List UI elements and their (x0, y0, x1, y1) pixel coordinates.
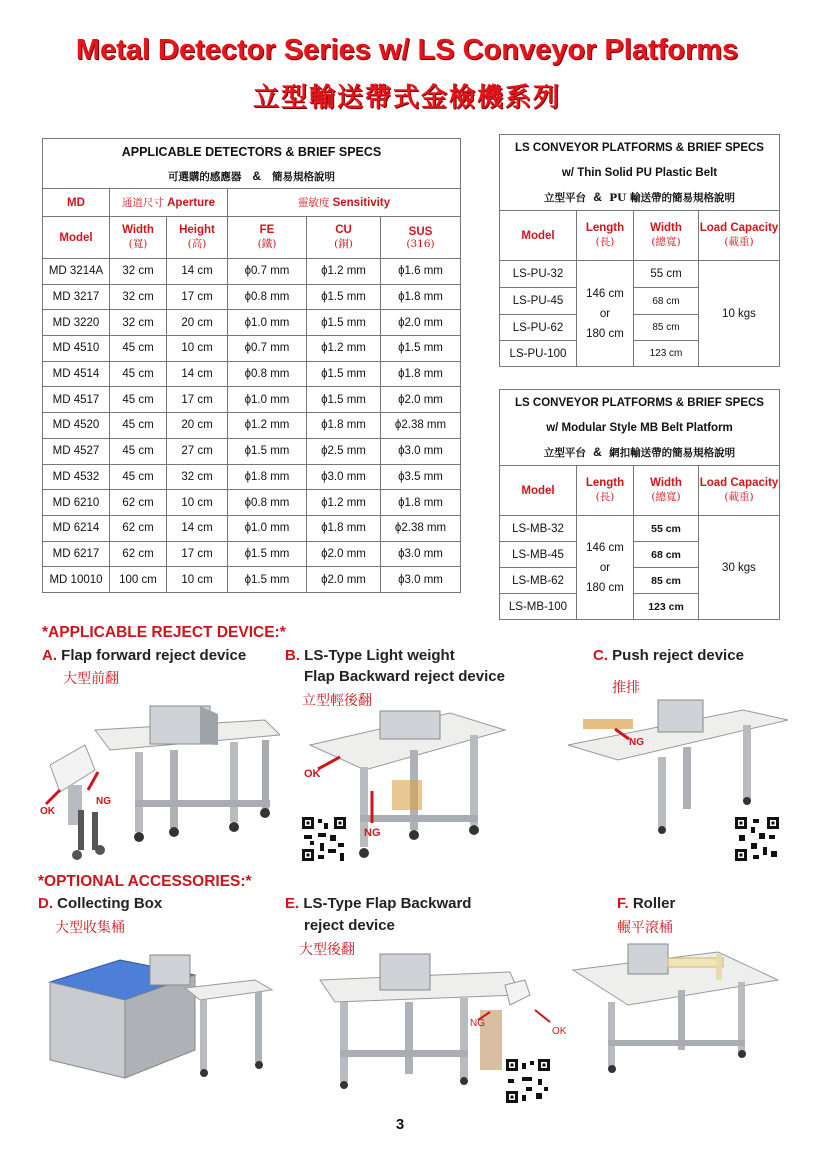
sens-fe: ϕ1.0 mm (228, 387, 307, 413)
aperture-height: 32 cm (167, 464, 228, 490)
mb-heading2: w/ Modular Style MB Belt Platform (500, 416, 780, 441)
col-fe: FE (鐵) (228, 217, 307, 259)
sens-sus: ϕ3.0 mm (381, 567, 461, 593)
pu-width: 123 cm (634, 341, 699, 367)
aperture-height: 10 cm (167, 490, 228, 516)
pu-col-model: Model (500, 211, 577, 261)
aperture-width: 45 cm (110, 387, 167, 413)
detector-row (43, 413, 461, 439)
sens-sus: ϕ2.0 mm (381, 387, 461, 413)
optional-d-label: D. Collecting Box (38, 895, 163, 912)
pu-model: LS-PU-45 (500, 288, 577, 315)
sens-cu: ϕ1.8 mm (307, 413, 381, 439)
push-reject-photo (563, 695, 793, 835)
pu-width: 55 cm (634, 261, 699, 288)
optional-d-zh: 大型收集桶 (55, 920, 125, 936)
detector-model: MD 4532 (43, 464, 110, 490)
detector-row (43, 336, 461, 362)
sens-sus: ϕ1.8 mm (381, 284, 461, 310)
sens-fe: ϕ1.5 mm (228, 541, 307, 567)
detector-model: MD 10010 (43, 567, 110, 593)
col-aperture: 通道尺寸 Aperture (110, 189, 228, 217)
pu-table (499, 134, 780, 367)
aperture-width: 62 cm (110, 515, 167, 541)
detector-row (43, 515, 461, 541)
aperture-width: 45 cm (110, 413, 167, 439)
aperture-height: 20 cm (167, 310, 228, 336)
reject-b-label2: Flap Backward reject device (304, 668, 505, 685)
ng-label: NG (364, 827, 381, 839)
reject-c-label: C. Push reject device (593, 647, 744, 664)
detector-row (43, 259, 461, 285)
mb-col-model: Model (500, 466, 577, 516)
sens-fe: ϕ1.0 mm (228, 310, 307, 336)
detector-model: MD 3217 (43, 284, 110, 310)
pu-width: 68 cm (634, 288, 699, 315)
detector-row (43, 464, 461, 490)
sens-sus: ϕ3.5 mm (381, 464, 461, 490)
mb-width: 68 cm (634, 542, 699, 568)
sens-sus: ϕ2.38 mm (381, 515, 461, 541)
sens-fe: ϕ1.5 mm (228, 567, 307, 593)
aperture-width: 100 cm (110, 567, 167, 593)
detector-model: MD 3220 (43, 310, 110, 336)
ok-label: OK (552, 1026, 567, 1037)
optional-e-label: E. LS-Type Flap Backward (285, 895, 472, 912)
sens-fe: ϕ1.5 mm (228, 438, 307, 464)
detector-row (43, 310, 461, 336)
sens-sus: ϕ1.8 mm (381, 361, 461, 387)
detector-model: MD 4510 (43, 336, 110, 362)
col-height: Height (高) (167, 217, 228, 259)
reject-b-label: B. LS-Type Light weight (285, 647, 455, 664)
col-model: Model (43, 217, 110, 259)
col-sus: SUS (316) (381, 217, 461, 259)
sens-sus: ϕ2.0 mm (381, 310, 461, 336)
mb-width: 123 cm (634, 594, 699, 620)
reject-a-zh: 大型前翻 (63, 671, 119, 687)
pu-col-width: Width (總寬) (634, 211, 699, 261)
sens-fe: ϕ0.8 mm (228, 490, 307, 516)
detector-model: MD 4514 (43, 361, 110, 387)
ok-label: OK (40, 806, 55, 817)
pu-model: LS-PU-62 (500, 315, 577, 341)
ng-label: NG (96, 796, 111, 807)
sens-fe: ϕ1.8 mm (228, 464, 307, 490)
sens-cu: ϕ1.8 mm (307, 515, 381, 541)
aperture-width: 62 cm (110, 490, 167, 516)
col-sensitivity: 靈敏度 Sensitivity (228, 189, 461, 217)
aperture-width: 32 cm (110, 284, 167, 310)
aperture-height: 17 cm (167, 284, 228, 310)
sens-cu: ϕ1.2 mm (307, 336, 381, 362)
mb-model: LS-MB-45 (500, 542, 577, 568)
aperture-width: 32 cm (110, 310, 167, 336)
sens-cu: ϕ2.5 mm (307, 438, 381, 464)
col-md: MD (43, 189, 110, 217)
detectors-table (42, 138, 461, 593)
mb-length: 146 cm or 180 cm (577, 516, 634, 620)
sens-fe: ϕ0.8 mm (228, 361, 307, 387)
aperture-width: 32 cm (110, 259, 167, 285)
aperture-width: 45 cm (110, 336, 167, 362)
optional-e-zh: 大型後翻 (299, 942, 355, 958)
col-cu: CU (銅) (307, 217, 381, 259)
detector-model: MD 4520 (43, 413, 110, 439)
sens-sus: ϕ2.38 mm (381, 413, 461, 439)
sens-fe: ϕ1.0 mm (228, 515, 307, 541)
ok-label: OK (304, 768, 321, 780)
aperture-height: 14 cm (167, 515, 228, 541)
page-title-zh: 立型輸送帶式金檢機系列 (252, 83, 561, 113)
aperture-height: 17 cm (167, 387, 228, 413)
optional-heading: *OPTIONAL ACCESSORIES:* (38, 873, 252, 890)
sens-cu: ϕ3.0 mm (307, 464, 381, 490)
collecting-box-photo (40, 950, 275, 1080)
mb-col-load: Load Capacity (載重) (699, 466, 780, 516)
mb-width: 55 cm (634, 516, 699, 542)
reject-b-zh: 立型輕後翻 (302, 693, 372, 709)
pu-model: LS-PU-32 (500, 261, 577, 288)
detector-model: MD 6217 (43, 541, 110, 567)
sens-cu: ϕ2.0 mm (307, 567, 381, 593)
roller-photo (568, 940, 780, 1075)
detector-row (43, 438, 461, 464)
sens-fe: ϕ1.2 mm (228, 413, 307, 439)
aperture-height: 14 cm (167, 259, 228, 285)
optional-f-label: F. Roller (617, 895, 676, 912)
ng-label: NG (629, 737, 644, 748)
sens-fe: ϕ0.8 mm (228, 284, 307, 310)
page-title: Metal Detector Series w/ LS Conveyor Platforms (75, 34, 739, 66)
pu-load: 10 kgs (699, 261, 780, 367)
aperture-width: 45 cm (110, 464, 167, 490)
aperture-height: 10 cm (167, 567, 228, 593)
aperture-width: 45 cm (110, 438, 167, 464)
pu-heading1: LS CONVEYOR PLATFORMS & BRIEF SPECS (500, 135, 780, 161)
mb-heading-zh: 立型平台 & 網扣輸送帶的簡易規格說明 (500, 441, 780, 466)
aperture-width: 62 cm (110, 541, 167, 567)
aperture-height: 17 cm (167, 541, 228, 567)
qr-code-icon (504, 1057, 552, 1105)
qr-code-icon (300, 815, 348, 863)
detector-row (43, 387, 461, 413)
reject-heading: *APPLICABLE REJECT DEVICE:* (42, 624, 286, 641)
ng-label: NG (470, 1018, 485, 1029)
detector-model: MD 6214 (43, 515, 110, 541)
pu-model: LS-PU-100 (500, 341, 577, 367)
sens-cu: ϕ1.5 mm (307, 361, 381, 387)
sens-cu: ϕ1.5 mm (307, 387, 381, 413)
aperture-height: 20 cm (167, 413, 228, 439)
mb-heading1: LS CONVEYOR PLATFORMS & BRIEF SPECS (500, 390, 780, 416)
sens-sus: ϕ1.8 mm (381, 490, 461, 516)
optional-f-zh: 輾平滾桶 (617, 920, 673, 936)
mb-col-length: Length (長) (577, 466, 634, 516)
detector-model: MD 4527 (43, 438, 110, 464)
detector-row (43, 361, 461, 387)
aperture-height: 27 cm (167, 438, 228, 464)
pu-col-load: Load Capacity (載重) (699, 211, 780, 261)
reject-a-label: A. Flap forward reject device (42, 647, 247, 664)
detector-row (43, 541, 461, 567)
detector-model: MD 4517 (43, 387, 110, 413)
mb-col-width: Width (總寬) (634, 466, 699, 516)
sens-cu: ϕ1.2 mm (307, 259, 381, 285)
detector-model: MD 3214A (43, 259, 110, 285)
flap-forward-reject-photo (40, 700, 280, 865)
aperture-width: 45 cm (110, 361, 167, 387)
sens-sus: ϕ1.5 mm (381, 336, 461, 362)
sens-fe: ϕ0.7 mm (228, 259, 307, 285)
pu-heading-zh: 立型平台 & PU 輸送帶的簡易規格說明 (500, 186, 780, 211)
optional-e-label2: reject device (304, 917, 395, 934)
sens-cu: ϕ1.5 mm (307, 284, 381, 310)
sens-cu: ϕ1.2 mm (307, 490, 381, 516)
detector-row (43, 567, 461, 593)
qr-code-icon (733, 815, 781, 863)
mb-model: LS-MB-62 (500, 568, 577, 594)
pu-heading2: w/ Thin Solid PU Plastic Belt (500, 161, 780, 186)
sens-cu: ϕ1.5 mm (307, 310, 381, 336)
sens-fe: ϕ0.7 mm (228, 336, 307, 362)
aperture-height: 14 cm (167, 361, 228, 387)
mb-model: LS-MB-100 (500, 594, 577, 620)
mb-table (499, 389, 780, 620)
mb-model: LS-MB-32 (500, 516, 577, 542)
pu-width: 85 cm (634, 315, 699, 341)
aperture-height: 10 cm (167, 336, 228, 362)
detectors-heading-zh: 可選購的感應器 & 簡易規格說明 (43, 165, 461, 189)
detector-row (43, 490, 461, 516)
sens-cu: ϕ2.0 mm (307, 541, 381, 567)
page-number: 3 (395, 1116, 405, 1133)
pu-length: 146 cm or 180 cm (577, 261, 634, 367)
mb-width: 85 cm (634, 568, 699, 594)
sens-sus: ϕ3.0 mm (381, 541, 461, 567)
pu-col-length: Length (長) (577, 211, 634, 261)
detector-row (43, 284, 461, 310)
reject-c-zh: 推排 (612, 680, 640, 696)
detector-model: MD 6210 (43, 490, 110, 516)
sens-sus: ϕ3.0 mm (381, 438, 461, 464)
mb-load: 30 kgs (699, 516, 780, 620)
col-width: Width (寬) (110, 217, 167, 259)
detectors-heading: APPLICABLE DETECTORS & BRIEF SPECS (43, 139, 461, 165)
sens-sus: ϕ1.6 mm (381, 259, 461, 285)
